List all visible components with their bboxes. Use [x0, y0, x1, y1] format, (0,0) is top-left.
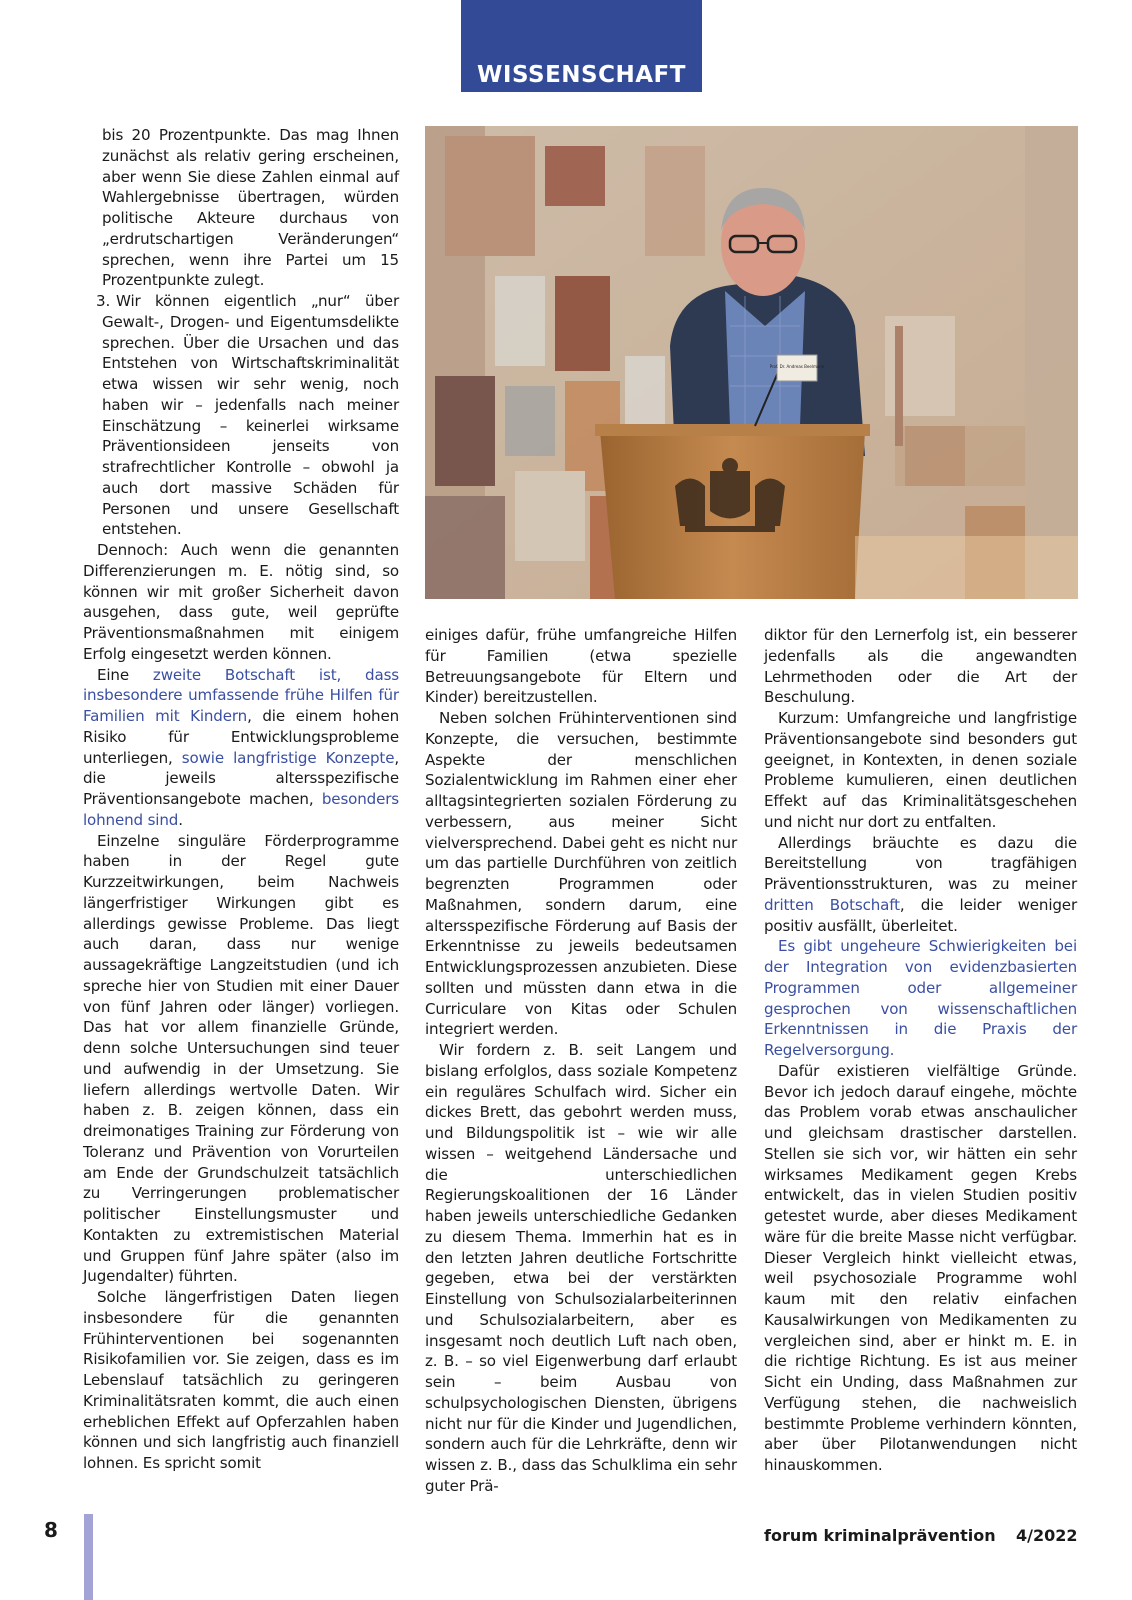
magazine-name: forum kriminalprävention — [764, 1526, 996, 1545]
paragraph: Neben solchen Frühinterventionen sind Konzepte, die versuchen, bestimmte Aspekte der menschlichen Sozialentwicklung im Rahmen einer eher alltagsintegrierten sozialen Förderung zu verbessern, aus meiner Sicht vielversprechend. Dabei geht es nicht nur um das partielle Durchführen von zeitlich begrenzten Programmen oder Maßnahmen, sondern darum, eine altersspezifische Förderung auf Basis der Erkenntnisse zu jeweils bedeutsamen Entwicklungsprozessen anzubieten. Diese sollten und müssten dann etwa in die Curriculare von Kitas oder Schulen integriert werden. — [425, 709, 737, 1039]
name-sign: Prof. Dr. Andreas Beelmann — [769, 364, 825, 369]
paragraph: bis 20 Prozentpunkte. Das mag Ihnen zunächst als relativ gering erscheinen, aber wenn Sie diese Zahlen einmal auf Wahlergebnisse übertragen, würden politische Akteure durchaus von „erdrutschartigen Veränderungen“ sprechen, wenn ihre Partei um 15 Prozentpunkte zulegt. — [102, 126, 399, 290]
speaker-photo — [425, 126, 1078, 599]
list-text: Wir können eigentlich „nur“ über Gewalt-, Drogen- und Eigentumsdelikte sprechen. Über die Ursachen und das Entstehen von Wirtschaftskriminalität etwa wissen wir sehr wenig, noch haben wir – jedenfalls nach meiner Einschätzung – keinerlei wirksame Präventionsideen jenseits von strafrechtlicher Kontrolle – obwohl ja auch dort massive Schäden für Personen und unsere Gesellschaft entstehen. — [102, 292, 399, 539]
paragraph: Wir fordern z. B. seit Langem und bislang erfolglos, dass soziale Kompetenz ein reguläres Schulfach wird. Sicher ein dickes Brett, das gebohrt werden muss, und Bildungspolitik ist – wie wir alle wissen – weitgehend Ländersache und die unterschiedlichen Regierungskoalitionen der 16 Länder haben jeweils unterschiedliche Gedanken zu diesem Thema. Immerhin hat es in den letzten Jahren deutliche Fortschritte gegeben, etwa bei der verstärkten Einstellung von Schulsozialarbeiterinnen und Schulsozialarbeitern, aber es insgesamt noch deutlich Luft nach oben, z. B. – so viel Eigenwerbung darf erlaubt sein – beim Ausbau von schulpsychologischen Diensten, übrigens nicht nur für die Kinder und Jugendlichen, sondern auch für die Lehrkräfte, denn wir wissen z. B., dass das Schulklima ein sehr guter Prä- — [425, 1041, 737, 1495]
paragraph: Kurzum: Umfangreiche und langfristige Präventionsangebote sind besonders gut geeignet, in Kontexten, in denen soziale Probleme kumulieren, einen deutlichen Effekt auf das Kriminalitätsgeschehen und nicht nur dort zu entfalten. — [764, 709, 1077, 831]
paragraph: Einzelne singuläre Förderprogramme haben in der Regel gute Kurzzeitwirkungen, beim Nachweis längerfristiger Wirkungen gibt es allerdings gewisse Probleme. Das liegt auch daran, dass nur wenige aussagekräftige Langzeitstudien (und ich spreche hier von Studien mit einer Dauer von fünf Jahren oder länger) vorliegen. Das hat vor allem finanzielle Gründe, denn solche Untersuchungen sind teuer und aufwendig in der Umsetzung. Sie liefern allerdings wertvolle Daten. Wir haben z. B. zeigen können, dass ein dreimonatiges Training zur Förderung von Toleranz und Prävention von Vorurteilen am Ende der Grundschulzeit tatsächlich zu Verringerungen problematischer politischer Einstellungsmuster und Kontakten zu extremistischen Material und Gruppen fünf Jahre später (also im Jugendalter) führten. — [83, 831, 399, 1286]
paragraph: Dennoch: Auch wenn die genannten Differenzierungen m. E. nötig sind, so können wir mit großer Sicherheit davon ausgehen, dass gute, weil geprüfte Präventionsmaßnahmen mit einigem Erfolg eingesetzt werden können. — [83, 541, 399, 663]
paragraph: diktor für den Lernerfolg ist, ein besserer jedenfalls als die angewandten Lehrmethoden oder die Art der Beschulung. — [764, 626, 1077, 707]
paragraph-highlight: Eine zweite Botschaft ist, dass insbesondere umfassende frühe Hilfen für Familien mit Kindern, die einem hohen Risiko für Entwicklungsprobleme unterliegen, sowie langfristige Konzepte, die jeweils altersspezifische Präventionsangebote machen, besonders lohnend sind. — [83, 665, 399, 829]
section-header — [461, 0, 702, 92]
paragraph: Dafür existieren vielfältige Gründe. Bevor ich jedoch darauf eingehe, möchte das Problem vorab etwas anschaulicher und gleichsam drastischer darstellen. Stellen sie sich vor, wir hätten ein sehr wirksames Medikament gegen Krebs entwickelt, das in vielen Studien positiv getestet wurde, aber dieses Medikament wäre für die breite Masse nicht verfügbar. Dieser Vergleich hinkt vielleicht etwas, weil psychosoziale Programme wohl kaum mit den relativ einfachen Kausalwirkungen von Medikamenten zu vergleichen sind, aber er hinkt m. E. in die richtige Richtung. Es ist aus meiner Sicht ein Unding, dass Maßnahmen zur Verfügung stehen, die nachweislich bestimmte Probleme verhindern könnten, aber über Pilotanwendungen nicht hinauskommen. — [764, 1061, 1077, 1474]
page-number: 8 — [44, 1518, 58, 1542]
text-column-3 — [764, 625, 1077, 1476]
section-title: WISSENSCHAFT — [477, 62, 686, 88]
list-number: 3. — [96, 292, 111, 310]
footer-accent-bar — [84, 1514, 93, 1600]
list-item-3 — [83, 291, 399, 540]
paragraph: Solche längerfristigen Daten liegen insbesondere für die genannten Frühinterventionen bei sogenannten Risikofamilien vor. Sie zeigen, dass es im Lebenslauf tatsächlich zu geringeren Kriminalitätsraten kommt, die auch einen erheblichen Effekt auf Opferzahlen haben können und sich langfristig auch finanziell lohnen. Es spricht somit — [83, 1288, 399, 1472]
paragraph: Allerdings bräuchte es dazu die Bereitstellung von tragfähigen Präventionsstrukturen, was zu meiner dritten Botschaft, die leider weniger positiv ausfällt, überleitet. — [764, 833, 1078, 935]
text-column-2 — [425, 625, 737, 1497]
highlight-text: dritten Botschaft — [764, 895, 900, 914]
highlight-text: besonders lohnend sind — [83, 790, 399, 829]
text-column-1 — [83, 125, 399, 1474]
highlight-paragraph: Es gibt ungeheure Schwierigkeiten bei der Integration von evidenzbasierten Programmen oder allgemeiner gesprochen von wissenschaftlichen Erkenntnissen in die Praxis der Regelversorgung. — [764, 937, 1077, 1059]
highlight-text: sowie langfristige Konzepte — [181, 748, 395, 767]
highlight-text: zweite Botschaft ist, dass insbesondere umfassende frühe Hilfen für Familien mit Kindern — [83, 665, 399, 725]
paragraph: einiges dafür, frühe umfangreiche Hilfen für Familien (etwa spezielle Betreuungsangebote für Eltern und Kinder) bereitzustellen. — [425, 626, 737, 707]
issue-number: 4/2022 — [1016, 1526, 1078, 1545]
